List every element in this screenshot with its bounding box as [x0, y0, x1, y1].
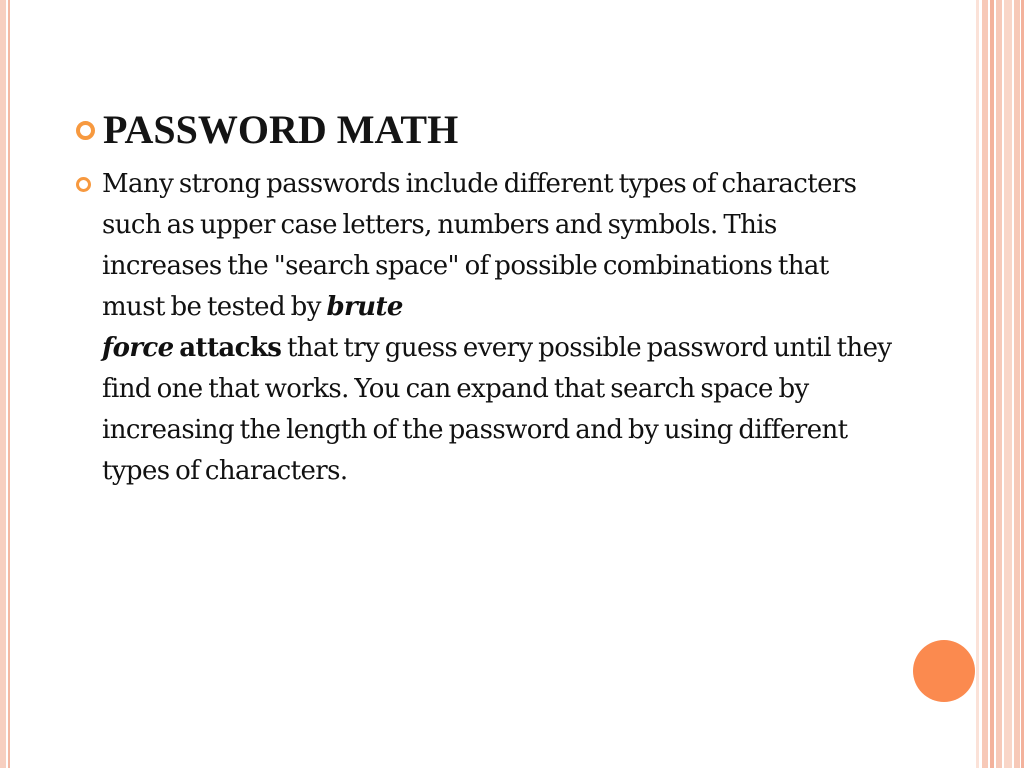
right-border-stripe: [990, 0, 994, 768]
emphasis-force: force: [102, 333, 174, 363]
body-text-part1: Many strong passwords include different types of characters such as upper case letters, numbers and symbols. This increases the "search space" of possible combinations that must be tested by: [102, 169, 857, 322]
right-border-stripe: [976, 0, 979, 768]
right-border-stripe: [982, 0, 988, 768]
left-border-stripe-thin: [8, 0, 10, 768]
body-paragraph: [102, 164, 892, 492]
body-text-part2: that try guess every possible password until they find one that works. You can expand that search space by increasing the length of the password and by using different types of characters.: [102, 333, 892, 486]
left-border-stripe: [0, 0, 6, 768]
right-border-stripe: [996, 0, 1002, 768]
right-border-stripe: [1014, 0, 1020, 768]
slide-title: PASSWORD MATH: [103, 107, 459, 152]
emphasis-attacks: attacks: [179, 333, 282, 363]
ring-bullet-icon: [76, 121, 95, 140]
right-border-stripe: [1004, 0, 1012, 768]
emphasis-brute: brute: [326, 292, 403, 322]
decorative-circle: [913, 640, 975, 702]
ring-bullet-icon: [76, 177, 91, 192]
